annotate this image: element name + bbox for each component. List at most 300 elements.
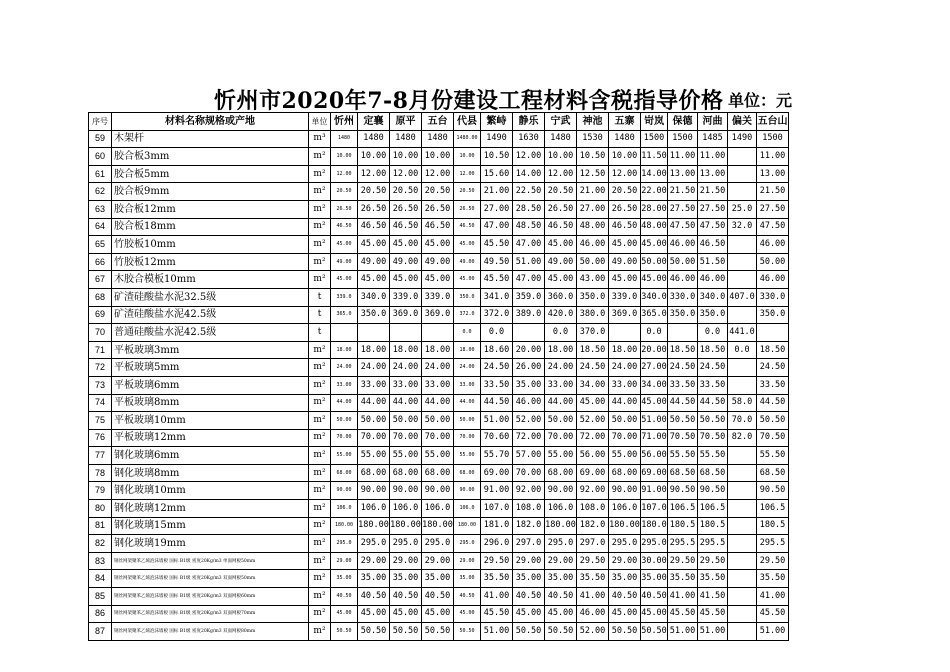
price-cell: 46.50 — [545, 218, 577, 236]
price-cell: 33.50 — [757, 376, 789, 394]
row-number: 86 — [89, 605, 112, 623]
table-row — [89, 236, 789, 254]
material-name: 平板玻璃8mm — [112, 394, 309, 412]
material-name: 胶合板12mm — [112, 200, 309, 218]
price-cell: 44.00 — [358, 394, 390, 412]
unit-cell: m² — [309, 429, 331, 447]
price-cell: 68.50 — [668, 464, 698, 482]
material-name: 普通硅酸盐水泥42.5级 — [112, 324, 309, 342]
price-cell — [728, 271, 757, 289]
price-cell: 1480 — [358, 130, 390, 148]
price-cell: 14.00 — [641, 165, 668, 183]
table-row — [89, 183, 789, 201]
unit-cell: m² — [309, 148, 331, 166]
price-cell: 180.5 — [757, 517, 789, 535]
price-cell: 46.00 — [577, 236, 609, 254]
price-cell: 339.0 — [609, 288, 641, 306]
table-row — [89, 570, 789, 588]
price-cell: 297.0 — [513, 535, 545, 553]
price-cell: 46.50 — [390, 218, 422, 236]
price-cell — [728, 570, 757, 588]
price-cell: 70.00 — [422, 429, 454, 447]
price-cell: 70.50 — [668, 429, 698, 447]
price-cell: 1500 — [668, 130, 698, 148]
price-cell: 33.00 — [545, 376, 577, 394]
price-cell — [728, 359, 757, 377]
price-cell — [728, 183, 757, 201]
column-header: 神池 — [577, 113, 609, 131]
unit-cell: m² — [309, 376, 331, 394]
row-number: 63 — [89, 200, 112, 218]
price-cell: 33.50 — [481, 376, 513, 394]
price-cell: 20.50 — [422, 183, 454, 201]
column-header: 五台 — [422, 113, 454, 131]
material-name: 钢化玻璃12mm — [112, 500, 309, 518]
price-cell: 24.00 — [390, 359, 422, 377]
price-cell: 45.00 — [422, 605, 454, 623]
table-row — [89, 324, 789, 342]
column-header: 宁武 — [545, 113, 577, 131]
row-number: 65 — [89, 236, 112, 254]
row-number: 70 — [89, 324, 112, 342]
price-cell: 25.0 — [728, 200, 757, 218]
table-row — [89, 148, 789, 166]
price-cell: 295.0 — [545, 535, 577, 553]
row-number: 66 — [89, 253, 112, 271]
price-cell: 70.00 — [390, 429, 422, 447]
price-cell: 20.50 — [454, 183, 481, 201]
column-header: 忻州 — [331, 113, 358, 131]
price-cell: 18.50 — [757, 341, 789, 359]
price-cell — [668, 324, 698, 342]
price-cell: 107.0 — [481, 500, 513, 518]
material-name: 矿渣硅酸盐水泥32.5级 — [112, 288, 309, 306]
price-cell: 44.50 — [668, 394, 698, 412]
price-cell: 50.00 — [609, 412, 641, 430]
price-cell — [513, 324, 545, 342]
price-cell: 46.00 — [668, 271, 698, 289]
price-cell: 27.00 — [641, 359, 668, 377]
price-cell: 40.50 — [331, 588, 358, 606]
price-cell: 14.00 — [513, 165, 545, 183]
table-row — [89, 376, 789, 394]
price-cell: 90.00 — [454, 482, 481, 500]
price-cell: 18.00 — [390, 341, 422, 359]
price-cell: 295.0 — [609, 535, 641, 553]
price-cell: 1530 — [577, 130, 609, 148]
price-cell: 56.00 — [577, 447, 609, 465]
price-cell: 372.0 — [481, 306, 513, 324]
price-cell: 50.00 — [331, 412, 358, 430]
price-cell: 18.50 — [698, 341, 728, 359]
price-cell: 41.00 — [577, 588, 609, 606]
row-number: 72 — [89, 359, 112, 377]
price-cell — [728, 605, 757, 623]
column-header: 定襄 — [358, 113, 390, 131]
price-cell: 50.50 — [390, 623, 422, 641]
table-row — [89, 500, 789, 518]
price-cell: 90.50 — [668, 482, 698, 500]
price-cell: 18.50 — [668, 341, 698, 359]
price-cell: 46.50 — [422, 218, 454, 236]
price-cell: 24.00 — [331, 359, 358, 377]
price-cell: 47.50 — [698, 218, 728, 236]
price-cell: 180.00 — [545, 517, 577, 535]
price-cell: 12.00 — [422, 165, 454, 183]
price-cell: 29.50 — [481, 552, 513, 570]
price-cell: 0.0 — [728, 341, 757, 359]
price-cell: 1480 — [609, 130, 641, 148]
price-cell: 49.00 — [454, 253, 481, 271]
row-number: 83 — [89, 552, 112, 570]
table-row — [89, 200, 789, 218]
price-cell: 108.0 — [513, 500, 545, 518]
price-cell: 49.00 — [609, 253, 641, 271]
price-cell: 43.00 — [577, 271, 609, 289]
price-cell: 182.0 — [577, 517, 609, 535]
price-cell: 295.0 — [422, 535, 454, 553]
price-cell: 50.50 — [668, 412, 698, 430]
table-row — [89, 394, 789, 412]
price-cell: 13.00 — [668, 165, 698, 183]
price-cell: 44.00 — [545, 394, 577, 412]
price-cell: 29.00 — [513, 552, 545, 570]
price-cell: 21.50 — [698, 183, 728, 201]
price-cell: 1480.00 — [454, 130, 481, 148]
price-cell: 33.00 — [331, 376, 358, 394]
price-cell: 52.00 — [513, 412, 545, 430]
price-cell: 12.00 — [513, 148, 545, 166]
price-cell: 29.50 — [577, 552, 609, 570]
price-cell: 24.50 — [757, 359, 789, 377]
price-cell: 12.00 — [331, 165, 358, 183]
price-cell: 106.0 — [390, 500, 422, 518]
price-cell: 90.50 — [698, 482, 728, 500]
material-name: 钢化玻璃6mm — [112, 447, 309, 465]
price-cell: 26.50 — [331, 200, 358, 218]
price-cell: 68.50 — [757, 464, 789, 482]
price-cell: 0.0 — [698, 324, 728, 342]
price-cell: 12.00 — [358, 165, 390, 183]
price-cell: 40.50 — [422, 588, 454, 606]
price-cell: 45.00 — [545, 271, 577, 289]
price-cell: 26.50 — [609, 200, 641, 218]
material-name: 钢丝网架聚苯乙烯泡沫墙板 国标 B1级 密度20Kg/m3 双面网板60mm — [112, 588, 309, 606]
price-cell: 340.0 — [698, 288, 728, 306]
column-header: 河曲 — [698, 113, 728, 131]
material-name: 竹胶板10mm — [112, 236, 309, 254]
price-cell: 350.0 — [577, 288, 609, 306]
price-cell: 295.0 — [454, 535, 481, 553]
price-cell: 45.00 — [358, 236, 390, 254]
price-cell: 12.50 — [577, 165, 609, 183]
price-cell: 45.50 — [757, 605, 789, 623]
price-cell — [609, 324, 641, 342]
price-cell: 407.0 — [728, 288, 757, 306]
price-cell: 50.00 — [577, 253, 609, 271]
unit-cell: m² — [309, 165, 331, 183]
price-cell: 0.0 — [545, 324, 577, 342]
price-cell: 18.00 — [331, 341, 358, 359]
price-cell: 45.00 — [609, 605, 641, 623]
price-cell: 70.50 — [698, 429, 728, 447]
material-name: 矿渣硅酸盐水泥42.5级 — [112, 306, 309, 324]
row-number: 75 — [89, 412, 112, 430]
price-cell: 71.00 — [641, 429, 668, 447]
price-cell: 365.0 — [641, 306, 668, 324]
price-cell: 13.00 — [698, 165, 728, 183]
price-cell: 1485 — [698, 130, 728, 148]
price-cell: 50.50 — [422, 623, 454, 641]
price-cell: 48.00 — [641, 218, 668, 236]
table-row — [89, 341, 789, 359]
price-cell: 46.00 — [577, 605, 609, 623]
price-cell: 1500 — [757, 130, 789, 148]
price-cell: 330.0 — [757, 288, 789, 306]
price-cell: 46.50 — [454, 218, 481, 236]
price-cell: 51.00 — [668, 623, 698, 641]
price-cell: 51.00 — [481, 412, 513, 430]
price-cell: 35.00 — [390, 570, 422, 588]
table-row — [89, 552, 789, 570]
price-cell: 24.50 — [577, 359, 609, 377]
price-cell: 32.0 — [728, 218, 757, 236]
price-cell: 44.00 — [454, 394, 481, 412]
price-cell: 35.00 — [641, 570, 668, 588]
price-cell: 12.00 — [545, 165, 577, 183]
price-cell: 49.00 — [358, 253, 390, 271]
row-number: 76 — [89, 429, 112, 447]
price-cell: 340.0 — [358, 288, 390, 306]
price-cell: 28.50 — [513, 200, 545, 218]
price-cell: 51.00 — [481, 623, 513, 641]
price-cell: 20.50 — [545, 183, 577, 201]
column-header: 原平 — [390, 113, 422, 131]
price-cell — [728, 482, 757, 500]
page-title: 忻州市2020年7-8月份建设工程材料含税指导价格 — [214, 88, 724, 114]
unit-cell: m² — [309, 394, 331, 412]
price-cell: 68.00 — [545, 464, 577, 482]
price-cell: 55.00 — [390, 447, 422, 465]
price-cell: 30.00 — [641, 552, 668, 570]
unit-cell: m² — [309, 482, 331, 500]
price-cell: 68.50 — [698, 464, 728, 482]
price-cell: 20.00 — [513, 341, 545, 359]
price-cell: 10.00 — [609, 148, 641, 166]
material-name: 平板玻璃6mm — [112, 376, 309, 394]
price-cell: 44.00 — [422, 394, 454, 412]
price-cell: 45.00 — [609, 271, 641, 289]
price-cell: 45.00 — [609, 236, 641, 254]
price-cell: 21.00 — [481, 183, 513, 201]
table-row — [89, 288, 789, 306]
price-cell: 330.0 — [668, 288, 698, 306]
material-name: 平板玻璃3mm — [112, 341, 309, 359]
price-cell: 47.50 — [668, 218, 698, 236]
material-name: 钢丝网架聚苯乙烯泡沫墙板 国标 B1级 密度20Kg/m3 双面网板70mm — [112, 605, 309, 623]
price-cell: 70.00 — [454, 429, 481, 447]
price-cell: 40.50 — [513, 588, 545, 606]
price-cell: 10.50 — [481, 148, 513, 166]
price-cell — [728, 517, 757, 535]
price-cell: 20.50 — [609, 183, 641, 201]
material-name: 竹胶板12mm — [112, 253, 309, 271]
price-cell: 34.00 — [577, 376, 609, 394]
price-cell: 68.00 — [331, 464, 358, 482]
table-row — [89, 359, 789, 377]
price-cell: 90.00 — [609, 482, 641, 500]
unit-cell: m² — [309, 605, 331, 623]
unit-cell: t — [309, 288, 331, 306]
price-cell: 1480 — [545, 130, 577, 148]
table-row — [89, 429, 789, 447]
column-header: 代县 — [454, 113, 481, 131]
price-cell: 106.0 — [545, 500, 577, 518]
table-row — [89, 605, 789, 623]
table-row — [89, 306, 789, 324]
price-cell: 55.00 — [331, 447, 358, 465]
price-cell: 44.00 — [609, 394, 641, 412]
unit-cell: m² — [309, 359, 331, 377]
price-cell: 55.00 — [358, 447, 390, 465]
price-cell — [358, 324, 390, 342]
price-cell: 55.00 — [454, 447, 481, 465]
row-number: 87 — [89, 623, 112, 641]
price-cell: 18.00 — [545, 341, 577, 359]
price-cell: 91.00 — [481, 482, 513, 500]
price-cell: 11.00 — [668, 148, 698, 166]
row-number: 81 — [89, 517, 112, 535]
price-cell — [728, 165, 757, 183]
price-cell: 50.00 — [358, 412, 390, 430]
price-cell: 45.00 — [422, 236, 454, 254]
price-cell: 106.0 — [422, 500, 454, 518]
price-cell: 46.00 — [757, 236, 789, 254]
material-name: 胶合板3mm — [112, 148, 309, 166]
price-cell: 106.0 — [454, 500, 481, 518]
price-cell: 295.0 — [331, 535, 358, 553]
material-name: 钢丝网架聚苯乙烯泡沫墙板 国标 B1级 密度20Kg/m3 单面网板50mm — [112, 552, 309, 570]
row-number: 74 — [89, 394, 112, 412]
price-cell: 82.0 — [728, 429, 757, 447]
price-cell: 35.00 — [358, 570, 390, 588]
price-cell: 35.50 — [668, 570, 698, 588]
price-cell: 51.00 — [698, 623, 728, 641]
price-cell: 45.00 — [454, 236, 481, 254]
unit-cell: m² — [309, 570, 331, 588]
price-cell: 295.5 — [668, 535, 698, 553]
price-cell: 34.00 — [641, 376, 668, 394]
price-cell — [728, 306, 757, 324]
price-cell: 1630 — [513, 130, 545, 148]
price-cell: 46.00 — [668, 236, 698, 254]
price-cell: 27.00 — [481, 200, 513, 218]
unit-cell: m² — [309, 517, 331, 535]
price-cell: 24.00 — [454, 359, 481, 377]
price-cell: 33.50 — [698, 376, 728, 394]
price-cell: 45.00 — [331, 271, 358, 289]
price-cell: 26.50 — [454, 200, 481, 218]
price-cell: 180.5 — [668, 517, 698, 535]
price-cell: 92.00 — [513, 482, 545, 500]
price-cell: 50.50 — [698, 412, 728, 430]
column-header: 单位 — [309, 113, 331, 131]
row-number: 85 — [89, 588, 112, 606]
unit-cell: m² — [309, 271, 331, 289]
price-cell — [728, 500, 757, 518]
price-cell: 20.50 — [390, 183, 422, 201]
price-cell: 0.0 — [454, 324, 481, 342]
price-cell: 10.00 — [331, 148, 358, 166]
price-cell: 18.00 — [422, 341, 454, 359]
price-cell: 10.00 — [422, 148, 454, 166]
unit-cell: m² — [309, 500, 331, 518]
price-cell: 70.0 — [728, 412, 757, 430]
price-cell: 45.00 — [513, 605, 545, 623]
price-cell: 48.00 — [577, 218, 609, 236]
price-cell: 47.00 — [481, 218, 513, 236]
price-cell: 91.00 — [641, 482, 668, 500]
price-cell: 29.00 — [609, 552, 641, 570]
price-cell: 441.0 — [728, 324, 757, 342]
column-header: 静乐 — [513, 113, 545, 131]
price-cell: 295.5 — [757, 535, 789, 553]
price-cell: 29.00 — [358, 552, 390, 570]
price-cell: 27.50 — [757, 200, 789, 218]
price-cell: 41.00 — [757, 588, 789, 606]
price-cell: 33.00 — [358, 376, 390, 394]
price-cell — [422, 324, 454, 342]
price-cell: 50.00 — [545, 412, 577, 430]
price-cell: 12.00 — [454, 165, 481, 183]
unit-cell: m² — [309, 552, 331, 570]
price-cell: 29.50 — [757, 552, 789, 570]
price-cell: 18.60 — [481, 341, 513, 359]
price-cell: 370.0 — [577, 324, 609, 342]
price-cell: 372.0 — [454, 306, 481, 324]
price-cell: 15.60 — [481, 165, 513, 183]
price-cell: 45.00 — [390, 236, 422, 254]
price-cell: 26.50 — [390, 200, 422, 218]
price-cell: 106.0 — [609, 500, 641, 518]
row-number: 69 — [89, 306, 112, 324]
price-cell: 50.50 — [513, 623, 545, 641]
price-cell: 24.00 — [609, 359, 641, 377]
price-cell: 72.00 — [513, 429, 545, 447]
price-cell: 50.50 — [641, 623, 668, 641]
price-cell: 369.0 — [390, 306, 422, 324]
row-number: 71 — [89, 341, 112, 359]
price-cell: 35.00 — [454, 570, 481, 588]
price-cell: 68.00 — [390, 464, 422, 482]
price-cell: 1500 — [641, 130, 668, 148]
price-cell: 69.00 — [641, 464, 668, 482]
price-cell: 35.00 — [513, 376, 545, 394]
price-cell: 295.5 — [698, 535, 728, 553]
price-cell: 33.50 — [668, 376, 698, 394]
row-number: 60 — [89, 148, 112, 166]
price-cell — [728, 464, 757, 482]
price-cell: 46.50 — [358, 218, 390, 236]
unit-cell: m² — [309, 253, 331, 271]
price-cell: 45.50 — [481, 236, 513, 254]
price-cell: 1480 — [331, 130, 358, 148]
table-row — [89, 517, 789, 535]
price-cell: 1480 — [422, 130, 454, 148]
price-cell: 369.0 — [609, 306, 641, 324]
price-cell: 295.0 — [390, 535, 422, 553]
material-name: 木架杆 — [112, 130, 309, 148]
